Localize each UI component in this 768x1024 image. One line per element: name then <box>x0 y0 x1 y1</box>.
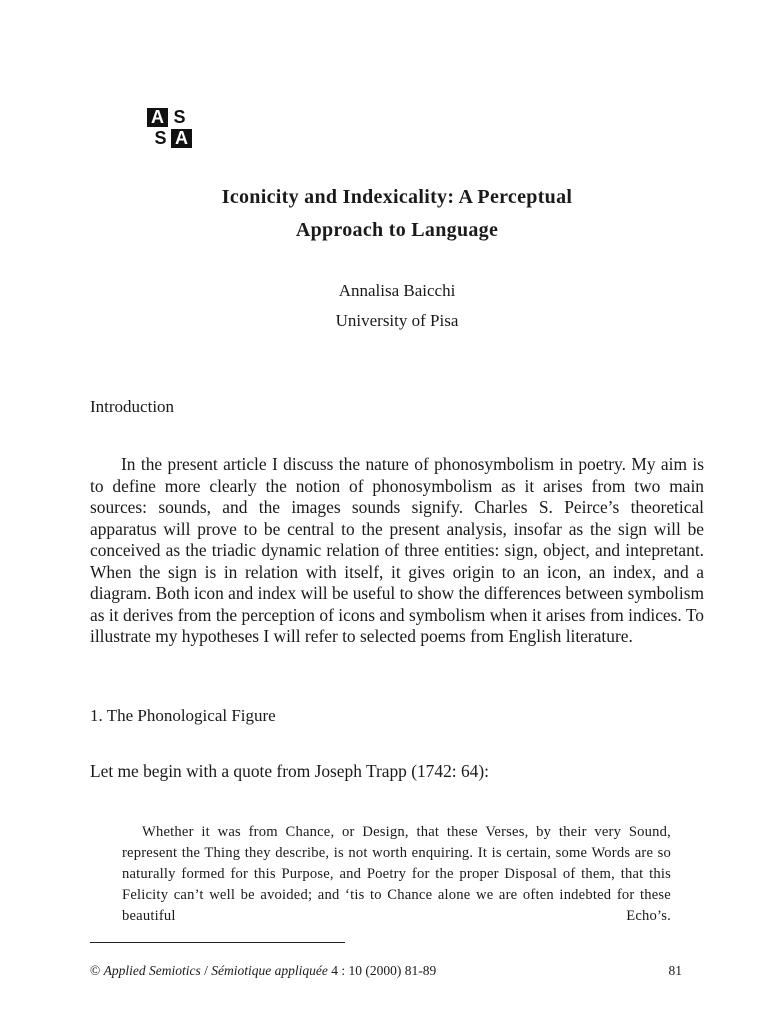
footer-citation <box>90 963 436 979</box>
introduction-paragraph: In the present article I discuss the nature of phonosymbolism in poetry. My aim is to define more clearly the notion of phonosymbolism as it arises from two main sources: sounds, and the images sounds signify. Charles S. Peirce’s theoretical apparatus will prove to be central to the present analysis, insofar as the sign will be conceived as the triadic dynamic relation of three entities: sign, object, and intepretant. When the sign is in relation with itself, it gives origin to an icon, an index, and a diagram. Both icon and index will be useful to show the differences between symbolism as it derives from the perception of icons and symbolism when it arises from indices. To illustrate my hypotheses I will refer to selected poems from English literature. <box>90 454 705 646</box>
logo-letter: A <box>171 129 192 148</box>
author-name: Annalisa Baicchi <box>338 281 456 300</box>
block-quote: Whether it was from Chance, or Design, that these Verses, by their very Sound, represent the Thing they describe, is not worth enquiring. It is certain, some Words are so naturally formed for this Purpose, and Poetry for the proper Disposal of them, that this Felicity can’t well be avoided; and ‘tis to Chance alone we are often indebted for these beautiful Echo’s. <box>122 824 671 924</box>
journal-separator: / <box>204 963 208 978</box>
journal-name-en: Applied Semiotics <box>103 963 201 978</box>
logo-letter: S <box>169 108 190 127</box>
assa-logo <box>147 108 193 148</box>
logo-letter: A <box>147 108 168 127</box>
section-heading-phonological-figure: 1. The Phonological Figure <box>90 706 276 725</box>
logo-letter: S <box>150 129 171 148</box>
page-number: 81 <box>668 963 682 978</box>
article-title-line-2: Approach to Language <box>295 219 499 241</box>
footnote-rule <box>90 942 345 943</box>
author-affiliation: University of Pisa <box>335 311 459 330</box>
phonological-paragraph: Let me begin with a quote from Joseph Trapp (1742: 64): <box>90 761 489 781</box>
copyright-symbol: © <box>90 963 101 978</box>
section-heading-introduction: Introduction <box>90 397 175 416</box>
journal-name-fr: Sémiotique appliquée <box>211 963 328 978</box>
article-title-line-1: Iconicity and Indexicality: A Perceptual <box>221 186 573 208</box>
citation-details: 4 : 10 (2000) 81-89 <box>331 963 437 978</box>
